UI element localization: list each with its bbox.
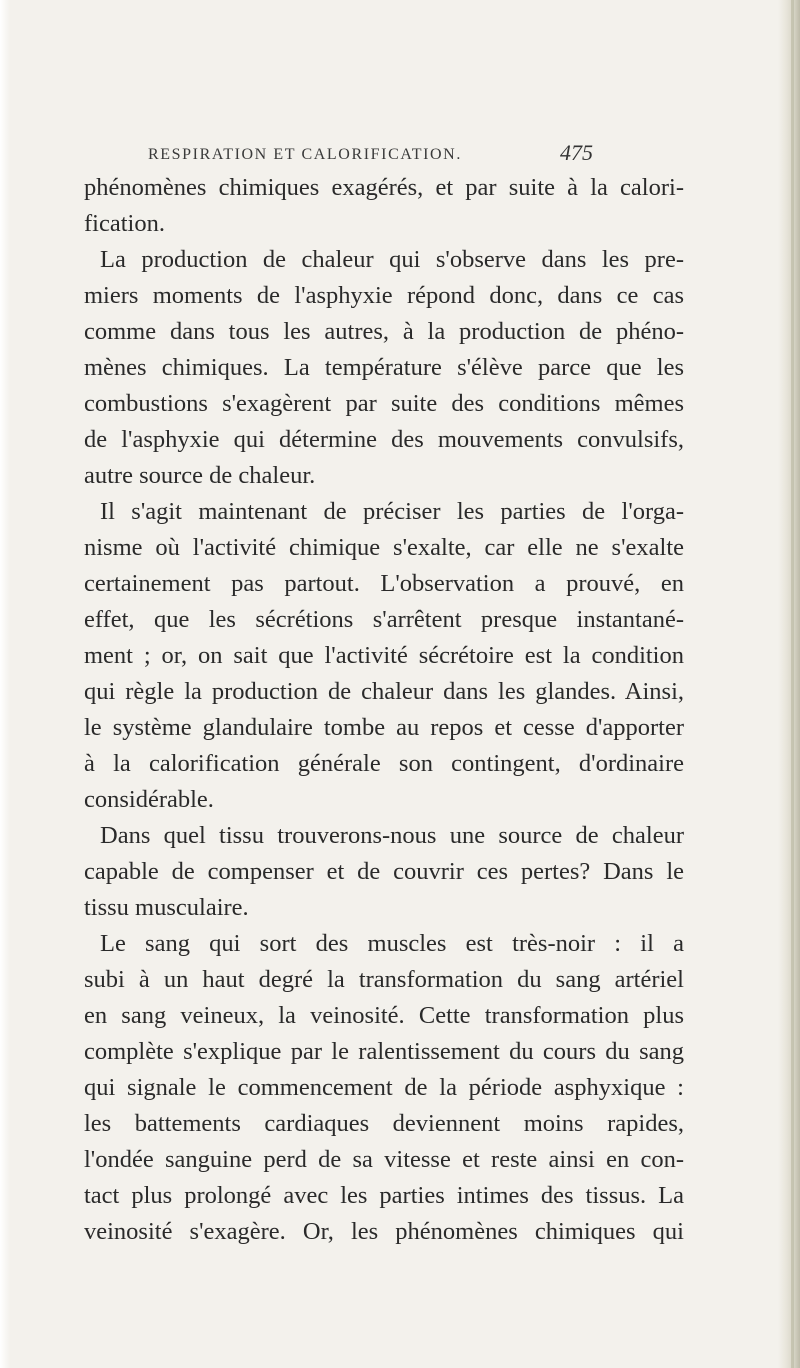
text-line: ment ; or, on sait que l'activité sécrétoire est la condition [84,642,684,669]
text-line: subi à un haut degré la transformation du sang artériel [84,966,684,993]
page-number: 475 [560,140,593,165]
text-line: fication. [84,210,165,237]
text-line: Le sang qui sort des muscles est très-noir : il a [100,930,684,957]
scan-edge-right [778,0,800,1368]
text-line: l'ondée sanguine perd de sa vitesse et reste ainsi en con- [84,1146,684,1173]
text-line: comme dans tous les autres, à la production de phéno- [84,318,684,345]
text-line: miers moments de l'asphyxie répond donc, dans ce cas [84,282,684,309]
text-line: certainement pas partout. L'observation a prouvé, en [84,570,684,597]
text-line: complète s'explique par le ralentissement du cours du sang [84,1038,684,1065]
text-line: effet, que les sécrétions s'arrêtent presque instantané- [84,606,684,633]
text-line: autre source de chaleur. [84,462,316,489]
text-line: tact plus prolongé avec les parties intimes des tissus. La [84,1182,684,1209]
text-line: considérable. [84,786,214,813]
text-line: à la calorification générale son contingent, d'ordinaire [84,750,684,777]
text-line: qui signale le commencement de la période asphyxique : [84,1074,684,1101]
scan-edge-shadow [791,0,794,1368]
text-line: nisme où l'activité chimique s'exalte, car elle ne s'exalte [84,534,684,561]
text-line: combustions s'exagèrent par suite des conditions mêmes [84,390,684,417]
text-line: veinosité s'exagère. Or, les phénomènes chimiques qui [84,1218,684,1245]
text-line: capable de compenser et de couvrir ces pertes? Dans le [84,858,684,885]
page-header [148,140,688,168]
text-line: en sang veineux, la veinosité. Cette transformation plus [84,1002,684,1029]
text-line: Dans quel tissu trouverons-nous une source de chaleur [100,822,684,849]
running-head: RESPIRATION ET CALORIFICATION. [148,146,462,163]
text-line: les battements cardiaques deviennent moins rapides, [84,1110,684,1137]
text-line: phénomènes chimiques exagérés, et par suite à la calori- [84,174,684,201]
text-line: le système glandulaire tombe au repos et cesse d'apporter [84,714,684,741]
text-line: Il s'agit maintenant de préciser les parties de l'orga- [100,498,684,525]
text-line: mènes chimiques. La température s'élève parce que les [84,354,684,381]
text-line: qui règle la production de chaleur dans les glandes. Ainsi, [84,678,684,705]
text-line: tissu musculaire. [84,894,249,921]
text-line: de l'asphyxie qui détermine des mouvements convulsifs, [84,426,684,453]
scan-edge-left [0,0,10,1368]
text-line: La production de chaleur qui s'observe dans les pre- [100,246,684,273]
